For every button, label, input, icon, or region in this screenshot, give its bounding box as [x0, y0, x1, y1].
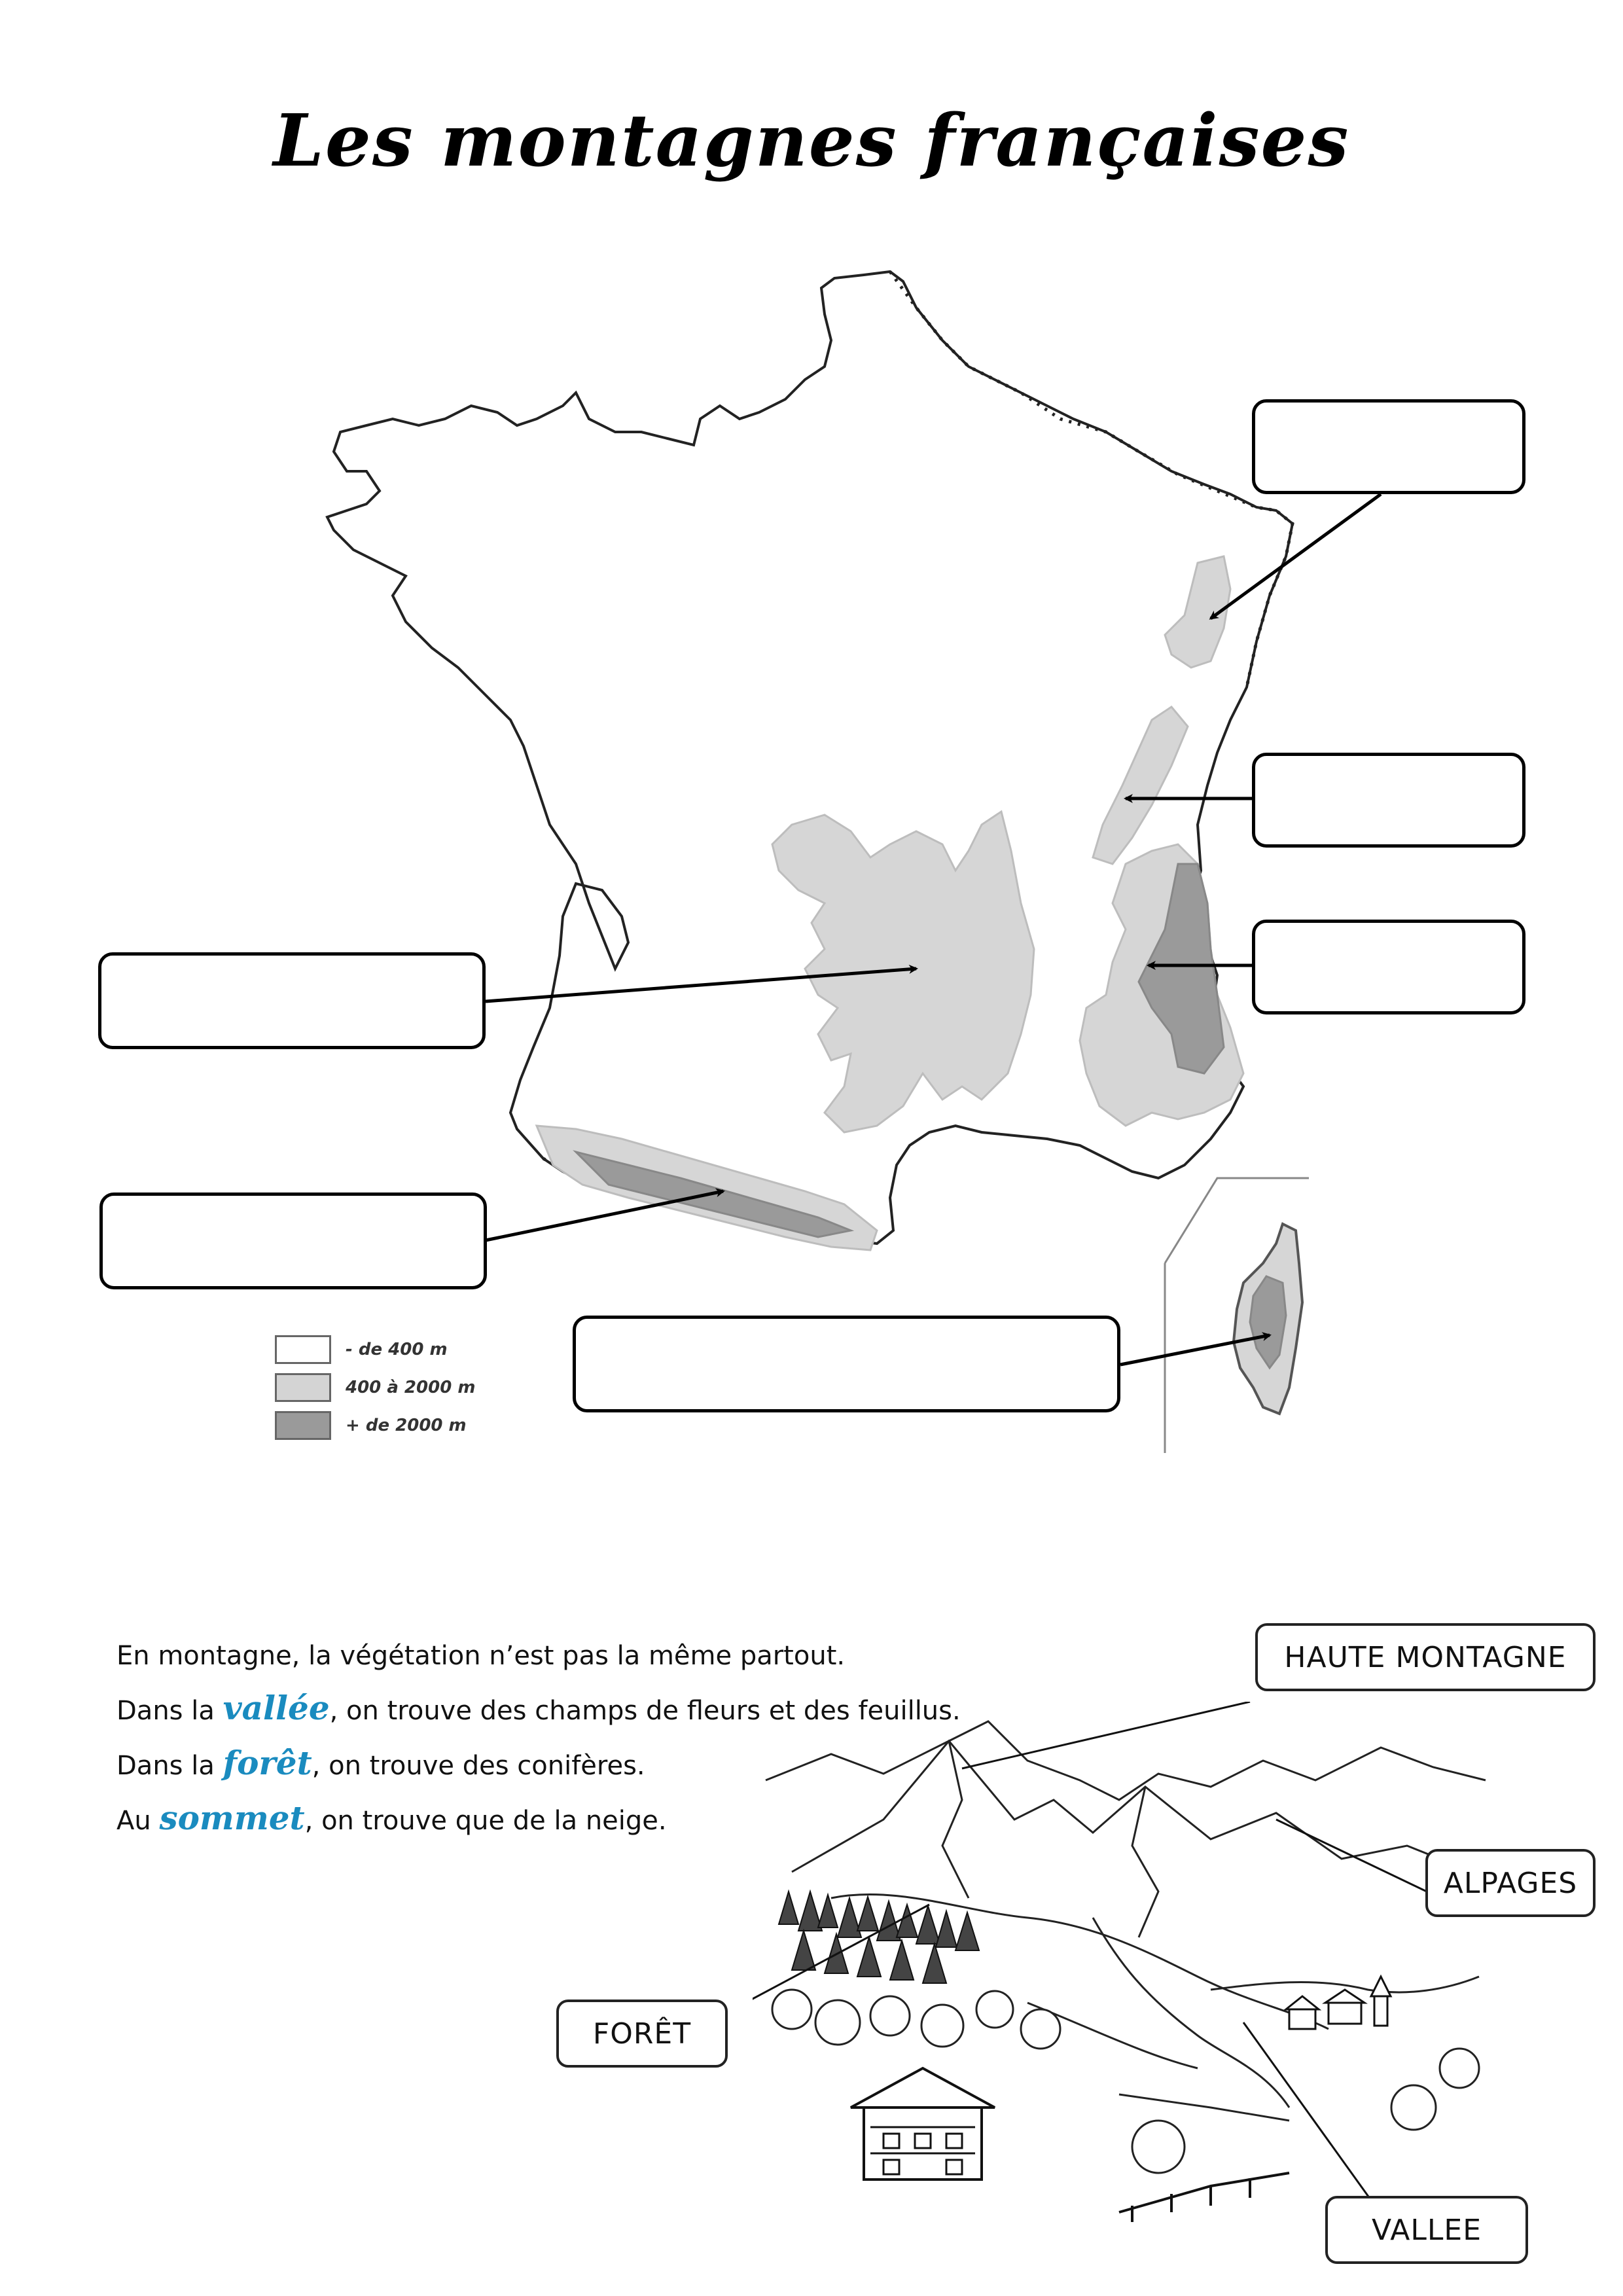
legend-label: - de 400 m [346, 1340, 448, 1359]
keyword-vallee: vallée [223, 1689, 330, 1727]
paragraph-line: Au sommet, on trouve que de la neige. [116, 1799, 667, 1837]
tag-alpages: ALPAGES [1425, 1849, 1596, 1917]
legend-item-mid [275, 1373, 475, 1402]
keyword-sommet: sommet [159, 1799, 305, 1837]
legend-label: 400 à 2000 m [346, 1378, 476, 1397]
paragraph-line: Dans la forêt, on trouve des conifères. [116, 1744, 645, 1782]
keyword-foret: forêt [223, 1744, 312, 1782]
legend-item-high [275, 1411, 467, 1440]
legend-swatch [275, 1373, 331, 1402]
legend-swatch [275, 1335, 331, 1364]
answer-box-pyrenees[interactable] [99, 1193, 487, 1289]
mountain-landscape-illustration [753, 1702, 1505, 2225]
legend-label: + de 2000 m [346, 1416, 467, 1435]
page-title: Les montagnes françaises [273, 98, 1350, 183]
legend-item-low [275, 1335, 448, 1364]
tag-haute-montagne: HAUTE MONTAGNE [1255, 1623, 1596, 1691]
answer-box-vosges[interactable] [1252, 399, 1525, 494]
answer-box-alpes[interactable] [1252, 920, 1525, 1014]
paragraph-line: En montagne, la végétation n’est pas la même partout. [116, 1641, 846, 1671]
answer-box-massif-central[interactable] [98, 952, 486, 1049]
answer-box-jura[interactable] [1252, 753, 1525, 848]
paragraph-line: Dans la vallée, on trouve des champs de fleurs et des feuillus. [116, 1689, 961, 1727]
answer-box-corse[interactable] [573, 1316, 1120, 1412]
tag-foret: FORÊT [556, 2000, 728, 2068]
tag-vallee: VALLEE [1325, 2196, 1528, 2264]
legend-swatch [275, 1411, 331, 1440]
